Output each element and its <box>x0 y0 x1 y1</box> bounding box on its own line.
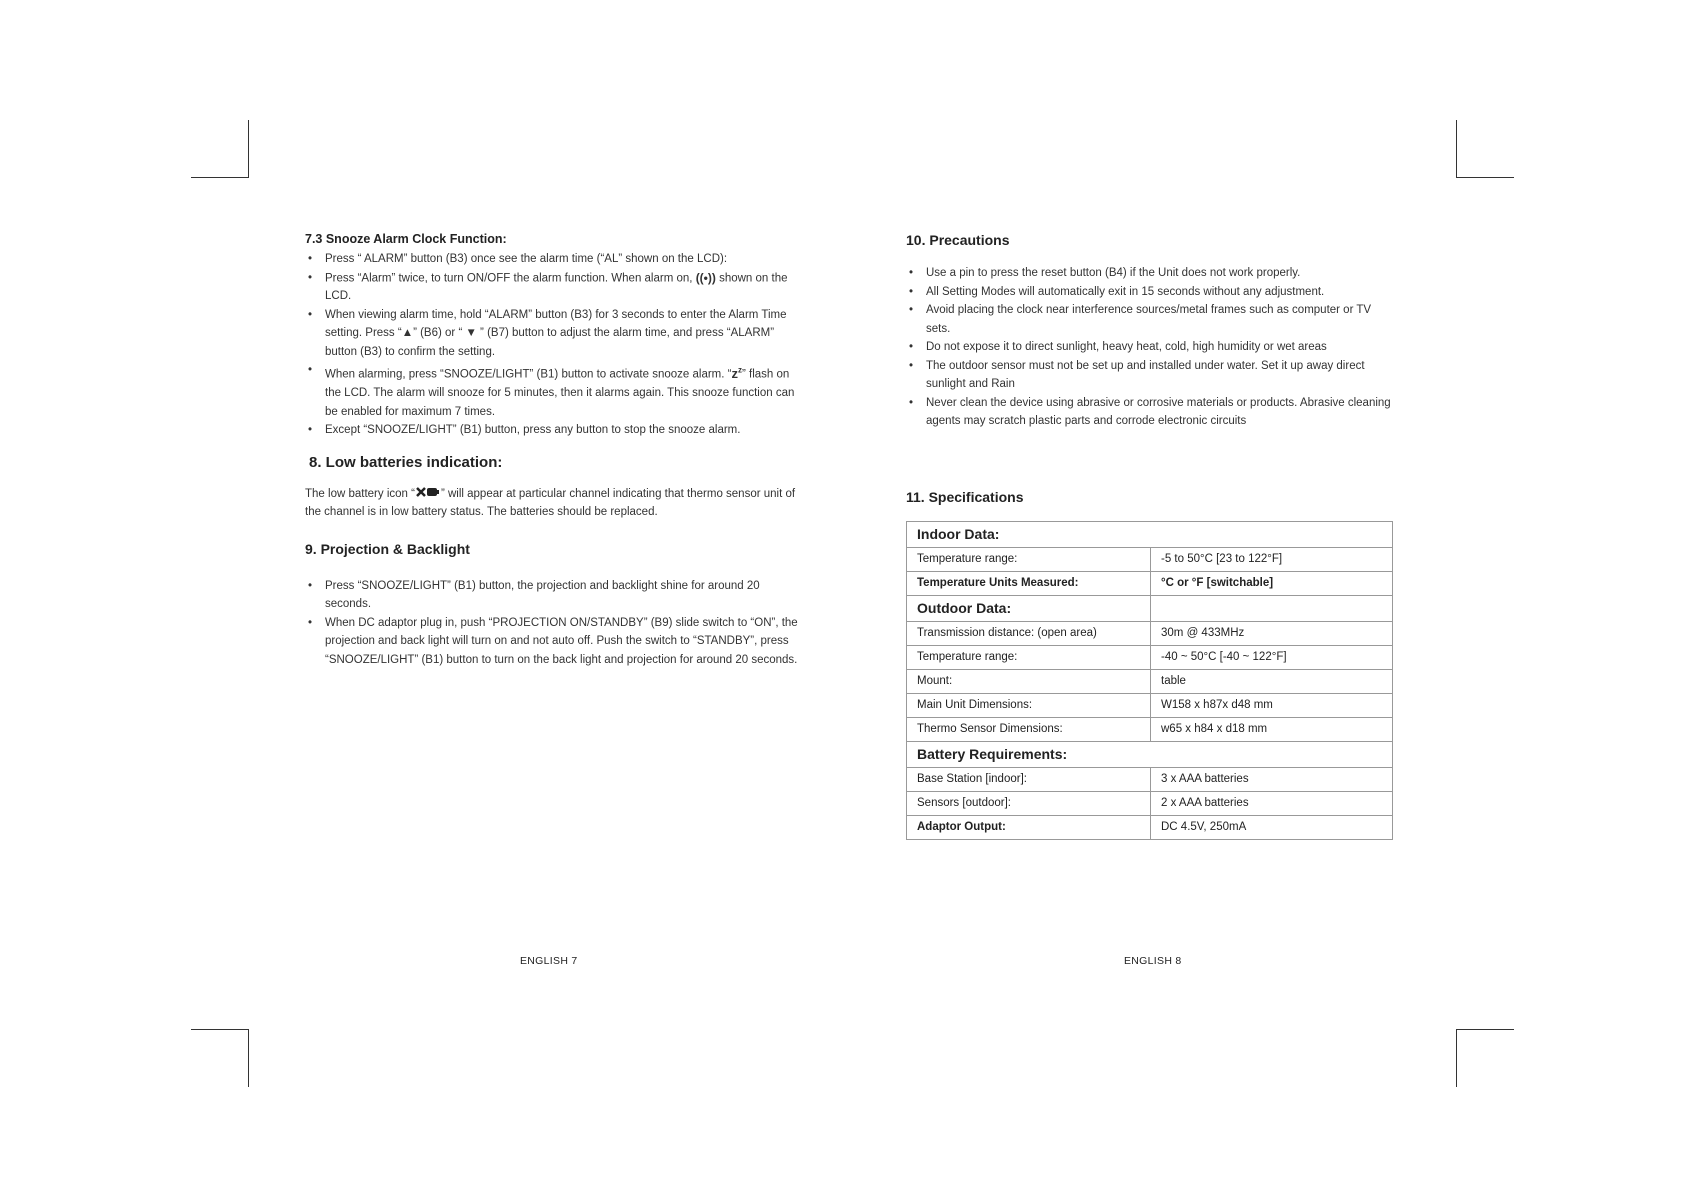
list-item <box>305 250 805 269</box>
list-item: • Press “SNOOZE/LIGHT” (B1) button, the projection and backlight shine for around 20 seconds. <box>305 577 805 614</box>
list-item <box>305 361 805 421</box>
crop-mark-tl-h <box>191 177 249 178</box>
spec-table <box>906 521 1393 840</box>
section-8-text <box>305 485 805 521</box>
list-item: • Do not expose it to direct sunlight, heavy heat, cold, high humidity or wet areas <box>906 338 1396 357</box>
list-item-text: ” flash on the LCD. The alarm will snooze for 5 minutes, then it alarms again. This snooze function can be enabled for maximum 7 times. <box>325 368 795 418</box>
spec-label: Sensors [outdoor]: <box>907 791 1151 815</box>
list-item: • Avoid placing the clock near interference sources/metal frames such as computer or TV sets. <box>906 301 1396 338</box>
crop-mark-br-h <box>1456 1029 1514 1030</box>
section-11-title: 11. Specifications <box>906 488 1024 505</box>
spec-value: W158 x h87x d48 mm <box>1151 693 1393 717</box>
table-row <box>907 767 1393 791</box>
crop-mark-tr-v <box>1456 120 1457 178</box>
section-8-text-a: The low battery icon “ <box>305 487 415 500</box>
table-group-row <box>907 741 1393 767</box>
list-item: • Use a pin to press the reset button (B4) if the Unit does not work properly. <box>906 264 1396 283</box>
table-row <box>907 791 1393 815</box>
table-row <box>907 621 1393 645</box>
battery-icon <box>415 485 441 503</box>
spec-label: Main Unit Dimensions: <box>907 693 1151 717</box>
page-footer-left: ENGLISH 7 <box>520 955 578 967</box>
section-9-title: 9. Projection & Backlight <box>305 540 470 557</box>
section-8-text-b: ” will appear at particular channel indicating that thermo sensor unit of the channel is in low battery status. The batteries should be replaced. <box>305 487 796 518</box>
list-item <box>305 306 805 362</box>
spec-value: 2 x AAA batteries <box>1151 791 1393 815</box>
table-group-row <box>907 521 1393 547</box>
crop-mark-tr-h <box>1456 177 1514 178</box>
list-item: • The outdoor sensor must not be set up and installed under water. Set it up away direct sunlight and Rain <box>906 357 1396 394</box>
empty-cell <box>1151 595 1393 621</box>
spec-label: Mount: <box>907 669 1151 693</box>
spec-label: Temperature Units Measured: <box>907 571 1151 595</box>
spec-label: Adaptor Output: <box>907 815 1151 839</box>
spec-label: Base Station [indoor]: <box>907 767 1151 791</box>
section-10-title: 10. Precautions <box>906 232 1010 248</box>
spec-label: Temperature range: <box>907 547 1151 571</box>
list-item <box>305 269 805 306</box>
indoor-header: Indoor Data: <box>907 521 1393 547</box>
section-9-list <box>305 577 805 670</box>
list-item-text: When viewing alarm time, hold “ALARM” button (B3) for 3 seconds to enter the Alarm Time setting. Press “▲” (B6) or “ ▼ ” (B7) button to adjust the alarm time, and press “ALARM” button (B3) to confirm the setting. <box>325 308 787 358</box>
spec-value: 30m @ 433MHz <box>1151 621 1393 645</box>
list-item-text: Press “ ALARM” button (B3) once see the alarm time (“AL” shown on the LCD): <box>325 253 728 265</box>
list-item-text: Except “SNOOZE/LIGHT” (B1) button, press any button to stop the snooze alarm. <box>325 424 741 437</box>
table-row <box>907 693 1393 717</box>
spec-value: DC 4.5V, 250mA <box>1151 815 1393 839</box>
crop-mark-br-v <box>1456 1029 1457 1087</box>
list-item-text: Press “Alarm” twice, to turn ON/OFF the alarm function. When alarm on, <box>325 271 693 284</box>
list-item-text: When alarming, press “SNOOZE/LIGHT” (B1) button to activate snooze alarm. “ <box>325 368 732 381</box>
crop-mark-tl-v <box>248 120 249 178</box>
section-8-title: 8. Low batteries indication: <box>309 453 503 471</box>
list-item <box>305 421 805 440</box>
crop-mark-bl-v <box>248 1029 249 1087</box>
list-item: • When DC adaptor plug in, push “PROJECTION ON/STANDBY” (B9) slide switch to “ON”, the projection and back light will turn on and not auto off. Push the switch to “STANDBY”, press “SNOOZE/LIGHT” (B1) button to turn on the back light and projection for around 20 seconds. <box>305 614 805 670</box>
table-row <box>907 547 1393 571</box>
battery-header: Battery Requirements: <box>907 741 1393 767</box>
table-row <box>907 717 1393 741</box>
section-7-3-title: 7.3 Snooze Alarm Clock Function: <box>305 232 507 246</box>
list-item-text: shown on the LCD. <box>325 271 788 303</box>
table-group-row <box>907 595 1393 621</box>
section-10-list <box>906 264 1396 431</box>
crop-mark-bl-h <box>191 1029 249 1030</box>
snooze-z-sup: z <box>737 365 742 375</box>
table-row <box>907 645 1393 669</box>
spec-value: °C or °F [switchable] <box>1151 571 1393 595</box>
snooze-z: z <box>731 365 738 381</box>
spec-label: Transmission distance: (open area) <box>907 621 1151 645</box>
spec-label: Thermo Sensor Dimensions: <box>907 717 1151 741</box>
table-row <box>907 669 1393 693</box>
battery-icon-svg <box>415 486 441 498</box>
spec-value: 3 x AAA batteries <box>1151 767 1393 791</box>
spec-value: -5 to 50°C [23 to 122°F] <box>1151 547 1393 571</box>
page-footer-right: ENGLISH 8 <box>1124 955 1182 967</box>
table-row <box>907 815 1393 839</box>
outdoor-header: Outdoor Data: <box>907 595 1151 621</box>
right-page <box>906 232 1396 840</box>
list-item: • Never clean the device using abrasive or corrosive materials or products. Abrasive cleaning agents may scratch plastic parts and corrode electronic circuits <box>906 394 1396 431</box>
left-page <box>305 232 805 669</box>
spec-value: w65 x h84 x d18 mm <box>1151 717 1393 741</box>
spec-value: table <box>1151 669 1393 693</box>
section-7-3-list <box>305 250 805 440</box>
list-item: • All Setting Modes will automatically exit in 15 seconds without any adjustment. <box>906 283 1396 302</box>
spec-label: Temperature range: <box>907 645 1151 669</box>
table-row <box>907 571 1393 595</box>
snooze-icon <box>731 366 742 381</box>
spec-value: -40 ~ 50°C [-40 ~ 122°F] <box>1151 645 1393 669</box>
alarm-on-icon: ((•)) <box>695 270 716 285</box>
